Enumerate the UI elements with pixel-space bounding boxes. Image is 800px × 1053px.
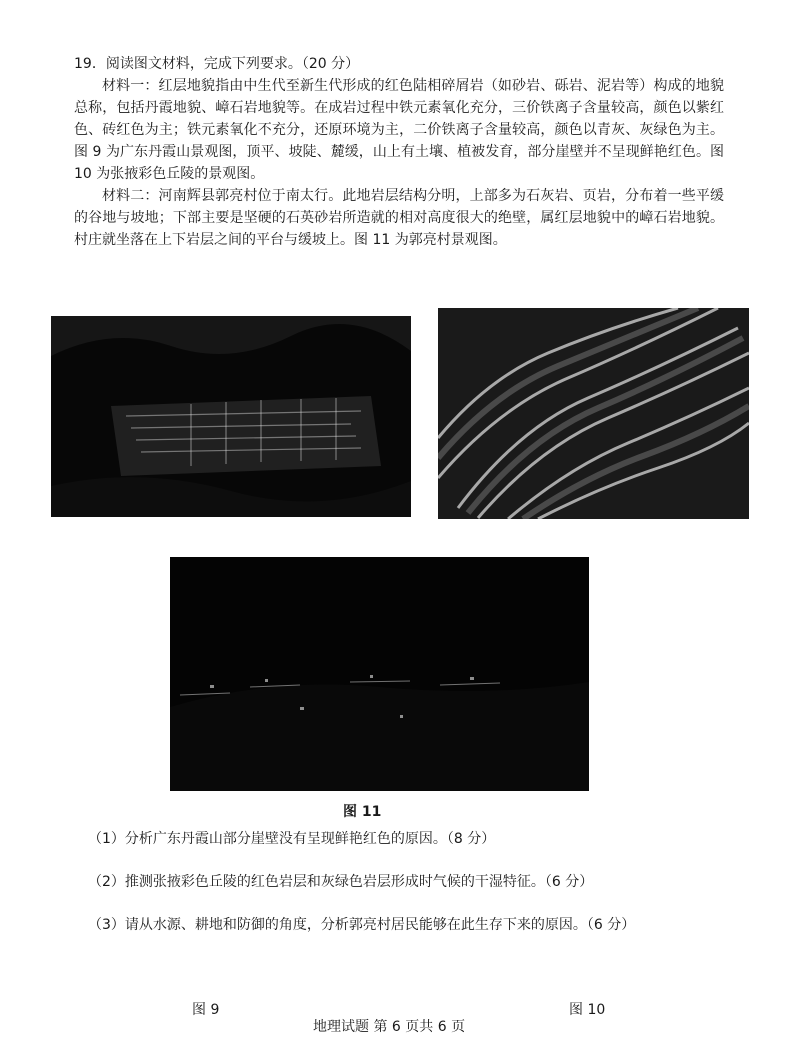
material-two: 材料二：河南辉县郭亮村位于南太行。此地岩层结构分明，上部多为石灰岩、页岩，分布着一些平缓的谷地与坡地；下部主要是坚硬的石英砂岩所造就的相对高度很大的绝壁，属红层地貌中的嶂石岩地貌。村庄就坐落在上下岩层之间的平台与缓坡上。图 11 为郭亮村景观图。 [74, 188, 724, 248]
figure-10-label: 图 10 [569, 1002, 606, 1018]
danxia-mountain-photo [51, 316, 411, 517]
page-footer: 地理试题 第 6 页共 6 页 [313, 1019, 466, 1035]
subquestion-2: （2）推测张掖彩色丘陵的红色岩层和灰绿色岩层形成时气候的干湿特征。（6 分） [88, 874, 594, 890]
material-one: 材料一：红层地貌指由中生代至新生代形成的红色陆相碎屑岩（如砂岩、砾岩、泥岩等）构成的地貌总称，包括丹霞地貌、嶂石岩地貌等。在成岩过程中铁元素氧化充分，三价铁离子含量较高，颜色以紫红色、砖红色为主；铁元素氧化不充分，还原环境为主，二价铁离子含量较高，颜色以青灰、灰绿色为主。图 9 为广东丹霞山景观图，顶平、坡陡、麓缓，山上有土壤、植被发育，部分崖壁并不呈现鲜艳红色。图 10 为张掖彩色丘陵的景观图。 [74, 78, 724, 182]
question-text [74, 53, 724, 251]
figure-9-label: 图 9 [192, 1002, 220, 1018]
guoliang-village-photo [170, 557, 589, 791]
zhangye-hills-photo [438, 308, 749, 519]
subquestion-3: （3）请从水源、耕地和防御的角度，分析郭亮村居民能够在此生存下来的原因。（6 分） [88, 917, 636, 933]
figure-11-caption: 图 11 [343, 804, 382, 820]
question-header: 19．阅读图文材料，完成下列要求。（20 分） [74, 56, 360, 72]
subquestion-1: （1）分析广东丹霞山部分崖壁没有呈现鲜艳红色的原因。（8 分） [88, 831, 496, 847]
